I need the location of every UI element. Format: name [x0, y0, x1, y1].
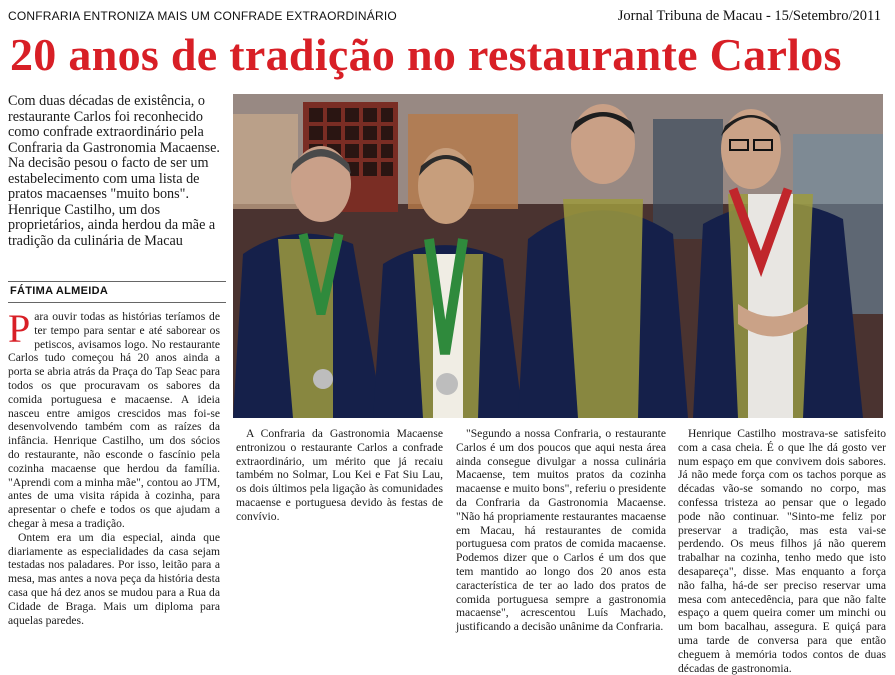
article-photo — [233, 94, 883, 418]
byline-rule-top — [8, 281, 226, 282]
article-body-flow — [8, 306, 220, 627]
article-headline: 20 anos de tradição no restaurante Carlos — [10, 29, 842, 80]
text-column-1 — [8, 306, 220, 632]
section-kicker: CONFRARIA ENTRONIZA MAIS UM CONFRADE EXTRAORDINÁRIO — [8, 9, 397, 23]
body-paragraph: "Segundo a nossa Confraria, o restaurante Carlos é um dos poucos que aqui nesta área ainda consegue divulgar a nossa culinária Macaense, tem muitos pratos da cozinha macaense e muito bons", referiu o presidente da Confraria da Gastronomia Macaense. "Não há propriamente restaurantes macaense em Macau, há restaurantes de comida portuguesa com pratos de comida macaense. Podemos dizer que o Carlos é um dos que tem mantido ao longo dos 20 anos esta característica de ter ao lado dos pratos de comida portuguesa sempre a gastronomia macaense", acrescentou Luís Machado, justificando a decisão unânime da Confraria. — [456, 427, 666, 634]
body-paragraph: Ontem era um dia especial, ainda que diariamente as especialidades da casa sejam testadas nos paladares. Por isso, leitão para a mesa, mas antes a nova peça da história desta casa que há dez anos se mudou para a Rua da Cidade de Braga. Mais um diploma para aquelas paredes. — [8, 530, 220, 627]
photo-illustration — [233, 94, 883, 418]
text-column-3 — [456, 427, 666, 632]
body-paragraph: ara ouvir todas as histórias teríamos de ter tempo para sentar e até saborear os petiscos, avisamos logo. No restaurante Carlos tudo começou há 20 anos ainda a porta se abria atrás da Praça do Tap Seac para todos os que procuravam os sabores da comida portuguesa e macaense. A ideia nasceu entre amigos crescidos mas foi-se desenvolvendo também com as raízes da infância. Henrique Castilho, um dos sócios do restaurante, não esconde o fascínio pela cozinha macaense que herdou da família. "Aprendi com a minha mãe", contou ao JTM, antes de uma visita rápida à cozinha, para apresentar o chefe e todos os que ajudam a chegar à mesa a tradição. — [8, 310, 220, 530]
article-lead: Com duas décadas de existência, o restaurante Carlos foi reconhecido como confrade extraordinário pela Confraria da Gastronomia Macaense. Na decisão pesou o facto de ser um estabelecimento com uma lista de pratos macaenses "muito bons". Henrique Castilho, um dos proprietários, ainda herdou da mãe a tradição da culinária de Macau — [8, 93, 220, 249]
body-paragraph: Henrique Castilho mostrava-se satisfeito com a casa cheia. É o que lhe dá gosto ver num espaço em que convivem dois sabores. Já não mede força com os tachos porque as décadas vão-se somando no corpo, mas confessa tristeza ao pensar que o legado pode não continuar. "Sinto-me feliz por preservar a tradição, mas esta vai-se perdendo. Os meus filhos já não querem trabalhar na cozinha, tenho medo que isto desapareça", disse. Mas enquanto a força não falha, há-de ser preciso reservar uma mesa com antecedência, para que não falte espaço a quem queira comer um minchi ou um bom bacalhau, assegura. E quiçá para uma tarde de conversa para que então cheguem à memória todos contos de duas décadas de gastronomia. — [678, 427, 886, 675]
left-shelf — [233, 114, 298, 209]
body-paragraph: A Confraria da Gastronomia Macaense entronizou o restaurante Carlos a confrade extraordinário, um mérito que já recaiu também no Solmar, Lou Kei e Fat Siu Lau, os dois últimos pela ligação às comunidades macaense e portuguesa devido às festas de convívio. — [236, 427, 443, 523]
byline: FÁTIMA ALMEIDA — [10, 285, 109, 297]
publication-source: Jornal Tribuna de Macau - 15/Setembro/2011 — [617, 8, 881, 24]
text-column-2 — [236, 427, 443, 632]
text-column-4 — [678, 427, 886, 675]
drop-cap: P — [8, 306, 31, 351]
byline-rule-bottom — [8, 302, 226, 303]
